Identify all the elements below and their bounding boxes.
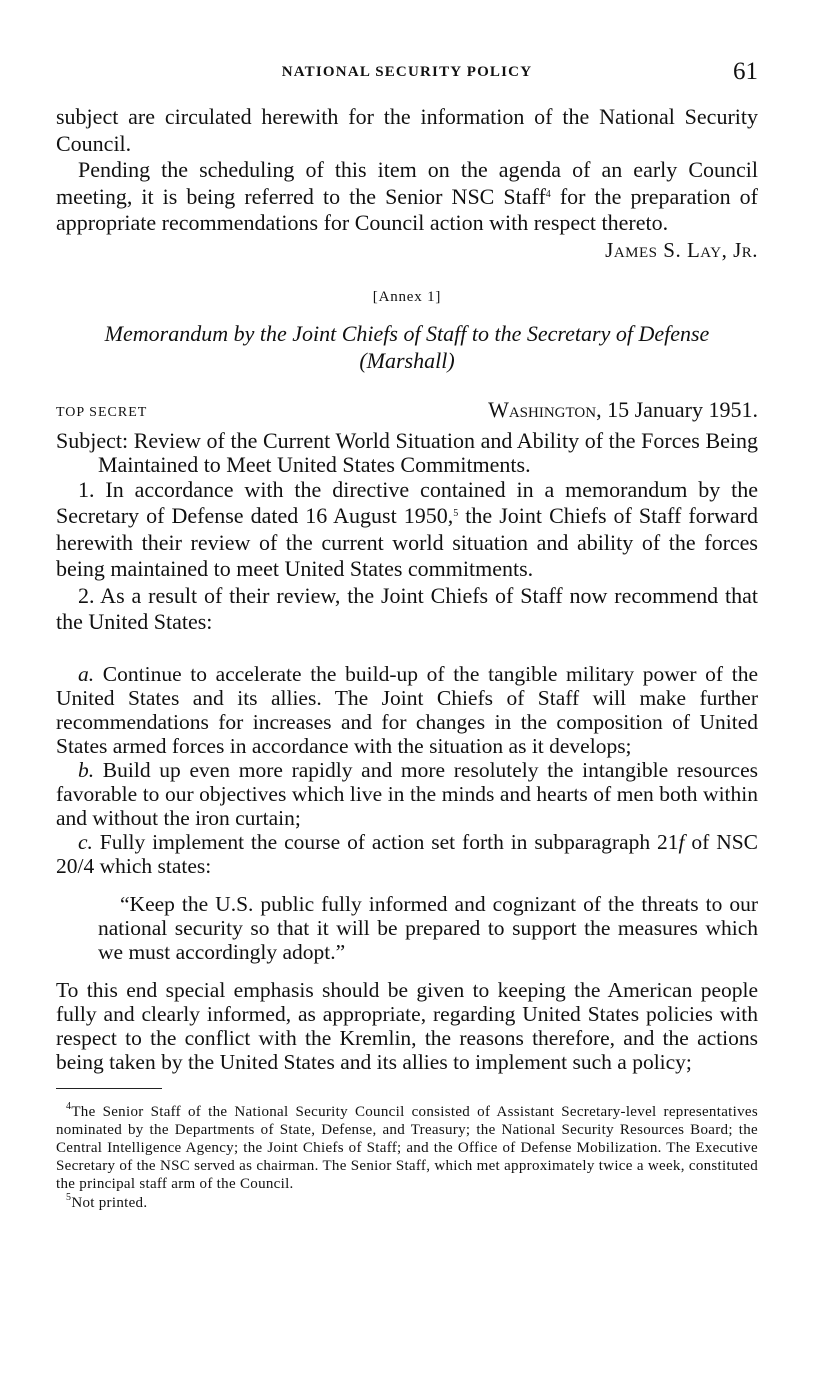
memo-paragraph-1 [56,477,758,583]
place: Washington, [488,396,602,422]
closing-paragraph: To this end special emphasis should be given to keeping the American people fully and clearly informed, as appropriate, regarding United States policies with respect to the conflict with the Kremlin, the reasons therefore, and the actions being taken by the United States and its allies to implement such a policy; [56,977,758,1074]
footnote-divider [56,1088,162,1089]
footnote-ref-5: 5 [453,508,459,519]
footnote-4-marker: 4 [66,1100,72,1112]
date: 15 January 1951. [601,396,758,422]
page-header [56,58,758,88]
memo-title-line-2: (Marshall) [359,347,455,373]
item-a-text: Continue to accelerate the build-up of the tangible military power of the United States and its allies. The Joint Chiefs of Staff will make further recommendations for increases and for changes in the composition of United States armed forces in accordance with the situation as it develops; [56,661,758,758]
memo-paragraph-1-text: 1. In accordance with the directive contained in a memorandum by the Secretary of Defense dated 16 August 1950, [56,476,758,528]
footnote-4-text: The Senior Staff of the National Security Council consisted of Assistant Secretary-level representatives nominated by the Departments of State, Defense, and Treasury; the National Security Resources Board; the Central Intelligence Agency; the Joint Chiefs of Staff; and the Office of Defense Mobilization. The Executive Secretary of the NSC served as chairman. The Senior Staff, which met approximately twice a week, constituted the principal staff arm of the Council. [56,1103,758,1192]
annex-label: [Annex 1] [372,288,442,305]
intro-paragraph-2-text: Pending the scheduling of this item on the agenda of an early Council meeting, it is being referred to the Senior NSC Staff [56,157,758,209]
footnote-5-text: Not printed. [71,1194,148,1211]
block-quote: “Keep the U.S. public fully informed and cognizant of the threats to our national security so that it will be prepared to support the measures which we must accordingly adopt.” [98,891,758,964]
item-letter-a: a. [78,661,95,686]
classification-marking: TOP SECRET [56,404,148,420]
recommendation-c [56,830,758,878]
item-c-text: Fully implement the course of action set forth in subparagraph 21 [92,829,679,854]
intro-paragraph-1: subject are circulated herewith for the information of the National Security Council. [56,104,758,156]
place-date [488,397,758,423]
memo-title [56,320,758,374]
footnote-ref-4: 4 [545,188,551,200]
recommendation-a [56,662,758,758]
memo-subject: Subject: Review of the Current World Situation and Ability of the Forces Being Maintained to Meet United States Commitments. [56,427,758,477]
footnote-5-marker: 5 [66,1191,72,1203]
memo-paragraph-2: 2. As a result of their review, the Joint Chiefs of Staff now recommend that the United States: [56,582,758,634]
footnote-5 [56,1191,758,1212]
signature: James S. Lay, Jr. [605,237,758,262]
item-b-text: Build up even more rapidly and more resolutely the intangible resources favorable to our objectives which live in the minds and hearts of men both within and without the iron curtain; [56,757,758,830]
page-body [56,104,758,1212]
item-letter-b: b. [78,757,95,782]
footnote-4 [56,1100,758,1193]
intro-paragraph-2-text-cont: for the preparation of appropriate recommendations for Council action with respect thereto. [56,183,758,235]
recommendation-b [56,758,758,830]
item-c-text-cont: of NSC 20/4 which states: [56,829,759,878]
dateline [56,397,758,425]
page-number: 61 [733,58,758,85]
running-title: NATIONAL SECURITY POLICY [281,64,533,80]
memo-title-line-1: Memorandum by the Joint Chiefs of Staff to the Secretary of Defense [104,320,710,346]
item-c-italic-f: f [678,829,685,854]
item-letter-c: c. [78,829,93,854]
memo-paragraph-1-text-cont: the Joint Chiefs of Staff forward herewith their review of the current world situation and ability of the forces being maintained to meet United States commitments. [56,503,758,581]
intro-paragraph-2 [56,157,758,237]
